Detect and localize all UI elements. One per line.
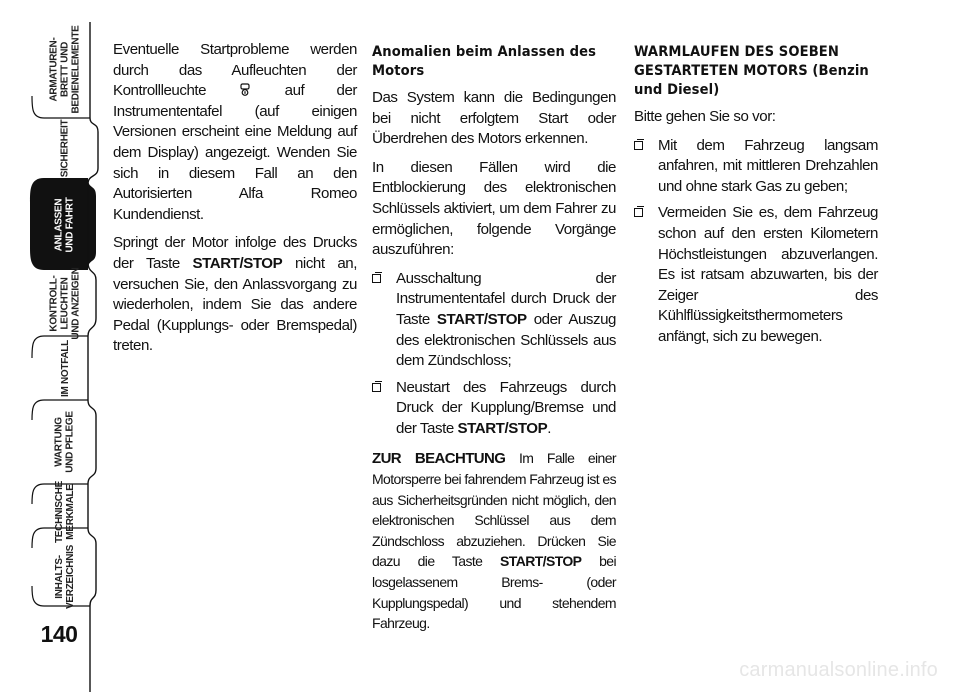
paragraph: Das System kann die Bedingungen bei nicht erfolgtem Start oder Überdrehen des Motors erkennen. [372, 89, 616, 148]
start-stop-key-label: START/STOP [500, 553, 582, 570]
paragraph: Bitte gehen Sie so vor: [634, 108, 776, 125]
steps-list [634, 136, 878, 348]
text: . [547, 419, 551, 437]
text: Im Falle einer Motorsperre bei fahrendem Fahrzeug ist es aus Sicherheitsgründen nicht möglich, den elektronischen Schlüssel aus dem Zündschloss abzuziehen. Drücken Sie dazu die Taste [372, 449, 616, 570]
tab-kontrollleuchten[interactable]: KONTROLL- LEUCHTEN UND ANZEIGEN [48, 266, 82, 340]
tab-armaturenbrett[interactable]: ARMATUREN- BRETT UND BEDIENELEMENTE [48, 24, 82, 114]
pedal-paragraph [113, 233, 357, 357]
checkbox-bullet-icon [372, 274, 381, 283]
column-1 [113, 40, 357, 365]
tab-technische-merkmale[interactable]: TECHNISCHE MERKMALE [53, 480, 76, 544]
column-3 [634, 40, 878, 356]
start-stop-key-label: START/STOP [457, 419, 548, 437]
tab-im-notfall[interactable]: IM NOTFALL [59, 339, 71, 397]
text: Neustart des Fahrzeugs durch Druck der Kupplung/Bremse und der Taste [396, 378, 616, 437]
steps-list [372, 269, 616, 440]
watermark: carmanualsonline.info [739, 659, 938, 681]
checkbox-bullet-icon [372, 383, 381, 392]
text: nicht an, versuchen Sie, den Anlassvorgang zu wiederholen, indem Sie das andere Pedal (Kupplungs- oder Bremspedal) treten. [113, 254, 357, 355]
text: Eventuelle Startprobleme werden durch das Aufleuchten der Kontrollleuchte [113, 41, 357, 100]
text: bei losgelassenem Brems- (oder Kupplungspedal) und stehendem Fahrzeug. [372, 553, 616, 632]
list-item [634, 136, 878, 198]
checkbox-bullet-icon [634, 141, 643, 150]
start-stop-key-label: START/STOP [192, 254, 283, 272]
start-stop-key-label: START/STOP [436, 310, 527, 328]
list-item [372, 378, 616, 440]
text: oder Auszug des elektronischen Schlüssels aus dem Zündschloss; [396, 310, 616, 370]
note-paragraph [372, 448, 616, 634]
section-heading-anomalien: Anomalien beim Anlassen des Motors [372, 43, 597, 79]
tab-inhaltsverzeichnis[interactable]: INHALTS- VERZEICHNIS [54, 545, 76, 609]
paragraph: In diesen Fällen wird die Entblockierung des elektronischen Schlüssels aktiviert, um dem Fahrer zu ermöglichen, folgende Vorgänge auszuführen: [372, 158, 616, 259]
note-label: ZUR BEACHTUNG [372, 449, 506, 467]
tab-anlassen-und-fahrt[interactable]: ANLASSEN UND FAHRT [53, 197, 76, 253]
text: Ausschaltung der Instrumententafel durch Druck der Taste [396, 269, 616, 328]
text: auf der Instrumententafel (auf einigen Versionen erscheint eine Meldung auf dem Display) angezeigt. Wenden Sie sich in diesem Fall an den Autorisierten Alfa Romeo Kundendienst. [113, 82, 357, 223]
section-heading-warmlaufen: WARMLAUFEN DES SOEBEN GESTARTETEN MOTORS (Benzin und Diesel) [634, 43, 869, 98]
chapter-tabs [0, 0, 100, 692]
text: Mit dem Fahrzeug langsam anfahren, mit mittleren Drehzahlen und ohne stark Gas zu geben; [658, 136, 878, 195]
column-2 [372, 40, 616, 642]
checkbox-bullet-icon [634, 208, 643, 217]
tab-wartung-und-pflege[interactable]: WARTUNG UND PFLEGE [53, 411, 76, 473]
tab-sicherheit[interactable]: SICHERHEIT [59, 119, 71, 177]
text: Springt der Motor infolge des Drucks der Taste [113, 234, 357, 272]
startprobleme-paragraph [113, 40, 357, 225]
page-number: 140 [40, 621, 78, 647]
engine-immobilizer-warning-icon [238, 83, 252, 97]
list-item [372, 269, 616, 372]
list-item [634, 203, 878, 347]
text: Vermeiden Sie es, dem Fahrzeug schon auf den ersten Kilometern Höchstleistungen abzuverlangen. Es ist ratsam abzuwarten, bis der Zeiger des Kühlflüssigkeitsthermometers anfängt, sich zu bewegen. [658, 204, 878, 345]
